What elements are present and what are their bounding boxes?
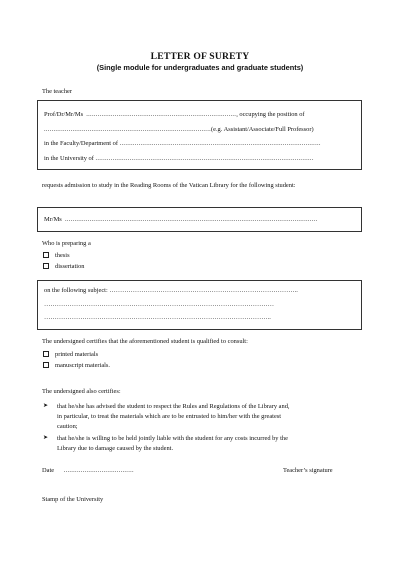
printed-materials-checkbox[interactable] (43, 351, 49, 357)
manuscript-materials-label: manuscript materials. (55, 362, 111, 369)
arrow-bullet-icon: ➤ (43, 402, 49, 409)
teacher-position-label: , occupying the position of (236, 111, 305, 118)
teacher-university-line (44, 155, 314, 163)
student-box (37, 207, 362, 232)
university-field[interactable]: ................................................................................................................... (95, 155, 314, 162)
teacher-position-example: (e.g. Assistant/Associate/Full Professor) (211, 126, 314, 133)
student-name-field[interactable]: ..................................................................................................................................... (64, 216, 318, 223)
printed-materials-option[interactable] (43, 351, 98, 359)
subject-line-1 (44, 287, 298, 295)
stamp-label: Stamp of the University (42, 496, 104, 503)
faculty-field[interactable]: .......................................................................................................... (119, 140, 321, 147)
document-title: LETTER OF SURETY (150, 51, 250, 62)
subject-field-1[interactable]: …………………………………………………………………………….. (109, 287, 298, 294)
teacher-position-line (44, 126, 314, 134)
teacher-title-label: Prof/Dr/Mr/Ms (44, 111, 84, 118)
bullet1-line2: in particular, to treat the materials which are to be entrusted to him/her with the greatest (57, 413, 282, 420)
date-line (42, 467, 134, 475)
manuscript-materials-option[interactable] (43, 362, 110, 370)
also-certifies-label: The undersigned also certifies: (42, 388, 121, 395)
request-text: requests admission to study in the Reading Rooms of the Vatican Library for the following student: (42, 182, 296, 189)
subject-box (37, 280, 362, 330)
subject-label: on the following subject: (44, 287, 108, 294)
intro-label: The teacher (42, 88, 72, 95)
bullet1-line3: caution; (57, 423, 78, 430)
certifies-label: The undersigned certifies that the aforementioned student is qualified to consult: (42, 338, 248, 345)
teacher-name-field[interactable]: ............................................................................... (86, 111, 237, 118)
arrow-bullet-icon: ➤ (43, 434, 49, 441)
thesis-label: thesis (55, 252, 70, 259)
faculty-label: in the Faculty/Department of (44, 140, 119, 147)
bullet2-line2: Library due to damage caused by the student. (57, 445, 174, 452)
dissertation-label: dissertation (55, 263, 85, 270)
subject-field-2[interactable]: ……………………………………………………………………………………………… (44, 301, 275, 308)
bullet1-line1: that he/she has advised the student to respect the Rules and Regulations of the Library and, (57, 403, 290, 410)
university-label: in the University of (44, 155, 94, 162)
printed-materials-label: printed materials (55, 351, 99, 358)
thesis-checkbox[interactable] (43, 252, 49, 258)
teacher-faculty-line (44, 140, 321, 148)
document-subtitle: (Single module for undergraduates and graduate students) (96, 63, 304, 72)
date-label: Date (42, 467, 55, 474)
signature-label: Teacher’s signature (283, 467, 333, 474)
teacher-box (37, 100, 362, 170)
dissertation-checkbox[interactable] (43, 263, 49, 269)
teacher-position-field[interactable]: ........................................................................................ (44, 126, 211, 133)
dissertation-option[interactable] (43, 263, 84, 271)
thesis-option[interactable] (43, 252, 70, 260)
preparing-label: Who is preparing a (42, 240, 91, 247)
manuscript-materials-checkbox[interactable] (43, 362, 49, 368)
teacher-name-line (44, 111, 305, 119)
student-name-line (44, 216, 317, 224)
bullet2-line1: that he/she is willing to be held jointly liable with the student for any costs incurred by the (57, 435, 288, 442)
student-title-label: Mr/Ms (44, 216, 62, 223)
subject-field-3[interactable]: …………………………………………………………………………………………….. (44, 314, 271, 321)
date-field[interactable]: ..................................... (63, 467, 134, 474)
